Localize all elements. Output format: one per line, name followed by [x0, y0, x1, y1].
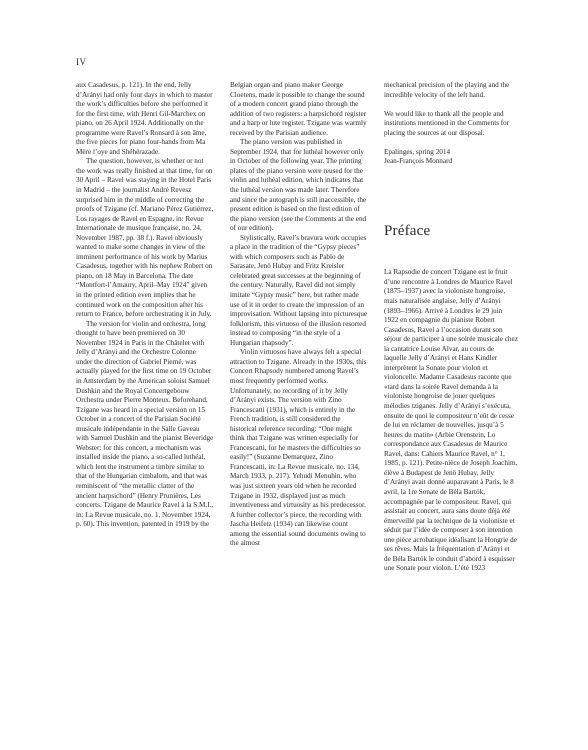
- paragraph: Stylistically, Ravel’s bravura work occupies a place in the tradition of the “Gypsy pieces” with which composers such as Pablo de Sarasate, Jenö Hubay and Fritz Kreisler celebrated great successes at the beginning of the century. Naturally, Ravel did not simply imitate “Gypsy music” here, but rather made use of it in order to create the impression of an improvisation. Without lapsing into picturesque folklorism, this virtuoso of the illusion resorted instead to composing “in the style of a Hungarian rhapsody”.: [230, 233, 368, 347]
- place-date: Epalinges, spring 2014: [384, 147, 451, 156]
- paragraph: aux Casadesus, p. 121). In the end, Jelly d’Arányi had only four days in which to master the work’s difficulties before she performed it for the first time, with Henri Gil-Marchex on piano, on 26 April 1924. Additionally on the programme were Ravel’s Ronsard à son âme, the five pieces for piano four-hands from Ma Mère l’oye and Shéhérazade.: [76, 81, 213, 156]
- author-name: Jean-François Monnard: [384, 157, 453, 166]
- text-column-3: [384, 81, 518, 574]
- text-column-2: [230, 81, 368, 549]
- section-heading: Préface: [384, 222, 431, 239]
- paragraph: The version for violin and orchestra, long thought to have been premiered on 30 November 1924 in Paris in the Châtelet with Jelly d’Arányi and the Orchestre Colonne under the direction of Gabriel Pierné, was actually played for the first time on 19 October in Amsterdam by the American soloist Samuel Dushkin and the Royal Concertgebouw Orchestra under Pierre Monteux. Beforehand, Tzigane was heard in a special version on 15 October in a concert of the Parisian Société musicale indépendante in the Salle Gaveau with Samuel Dushkin and the pianist Beveridge Webster: for this concert, a mechanism was installed inside the piano, a so-called luthéal, which lent the instrument a timbre similar to that of the Hungarian cimbalom, and that was reminiscent of “the metallic clatter of the ancient harpsichord” (Henry Prunières, Les concerts. Tzigane de Maurice Ravel à la S.M.I., in: La Revue musicale, no. 1, November 1924, p. 60). This invention, patented in 1919 by the: [76, 319, 214, 529]
- paragraph: mechanical precision of the playing and the incredible velocity of the left hand.: [384, 81, 510, 99]
- paragraph: Belgian organ and piano maker George Cloetens, made it possible to change the sound of a modern concert grand piano through the addition of two registers: a harpsichord register and a harp or lute register. Tzigane was warmly received by the Parisian audience.: [230, 81, 367, 137]
- paragraph: Violin virtuosos have always felt a special attraction to Tzigane. Already in the 1930s, this Concert Rhapsody numbered among Ravel’s most frequently performed works. Unfortunately, no recording of it by Jelly d’Arányi exists. The version with Zino Francescatti (1931), which is entirely in the French tradition, is still considered the historical reference recording: “One might think that Tzigane was written especially for Francescatti, for he masters the difficulties so easily!” (Suzanne Demarquez, Zino Francescatti, in: La Revue musicale, no. 134, March 1933, p. 217). Yehudi Menuhin, who was just sixteen years old when he recorded Tzigane in 1932, displayed just as much inventiveness and virtuosity as his predecessor. A further collector’s piece, the recording with Jascha Heifetz (1934) can likewise count among the essential sound documents owing to the almost: [230, 348, 367, 548]
- text-column-1: [76, 81, 214, 530]
- paragraph: La Rapsodie de concert Tzigane est le fruit d’une rencontre à Londres de Maurice Ravel (1875–1937) avec la violoniste hongroise, mais naturalisée anglaise, Jelly d’Arányi (1893–1966). Arrivé à Londres le 29 juin 1922 en compagnie du pianiste Robert Casadesus, Ravel a l’occasion durant son séjour de participer à une soirée musicale chez la cantatrice Louise Alvar, au cours de laquelle Jelly d’Arányi et Hans Kindler interprètent la Sonate pour violon et violoncelle. Madame Casadesus raconte que «tard dans la soirée Ravel demanda à la violoniste hongroise de jouer quelques mélodies tziganes. Jelly d’Arányi s’exécuta, ensuite de quoi le compositeur n’eût de cesse de lui en réclamer de nouvelles, jusqu’à 5 heures du matin» (Arbie Orenstein, Lo correspondance aux Casadesus de Maurice Ravel, dans: Cahiers Maurice Ravel, n° 1, 1985, p. 121). Petite-nièce de Joseph Joachim, élève à Budapest de Jenö Hubay, Jelly d’Arányi avait donné auparavant à Paris, le 8 avril, la 1re Sonate de Béla Bartók, accompagnée par le compositeur. Ravel, qui assistait au concert, aura sans doute déjà été émerveillé par la technique de la violoniste et séduit par l’idée de composer à son intention une pièce acrobatique idéalisant la Hongrie de ses rêves. Mais la fréquentation d’Arányi et de Béla Bartók le conduit d’abord à esquisser une Sonate pour violon. L’été 1923: [384, 268, 518, 573]
- page-number: IV: [76, 57, 87, 67]
- paragraph: We would like to thank all the people and institutions mentioned in the Comments for placing the sources at our disposal.: [384, 109, 510, 137]
- paragraph: The piano version was published in September 1924, that for luthéal however only in October of the following year. The printing plates of the piano version were reused for the violin and luthéal edition, which indicates that the luthéal version was made later. Therefore and since the autograph is still inaccessible, the present edition is based on the first edition of the piano version (see the Comments at the end of our edition).: [230, 138, 367, 233]
- paragraph: The question, however, is whether or not the work was really finished at that time, for on 30 April – Ravel was staying in the Hotel Paris in Madrid – the journalist André Revesz surprised him in the middle of correcting the proofs of Tzigane (cf. Mariano Pérez Gutiérrez, Los rayages de Ravel en Espagne, in: Revue Internationale de musique française, no. 24, November 1987, pp. 38 f.). Ravel obviously wanted to make some changes in view of the imminent performance of his work by Marius Casadesus, together with his nephew Robert on piano, on 18 May in Barcelona. The date “Montfort-l’Amaury, April–May 1924” given in the printed edition even implies that he continued work on the composition after his return to France, before orchestrating it in July.: [76, 157, 214, 319]
